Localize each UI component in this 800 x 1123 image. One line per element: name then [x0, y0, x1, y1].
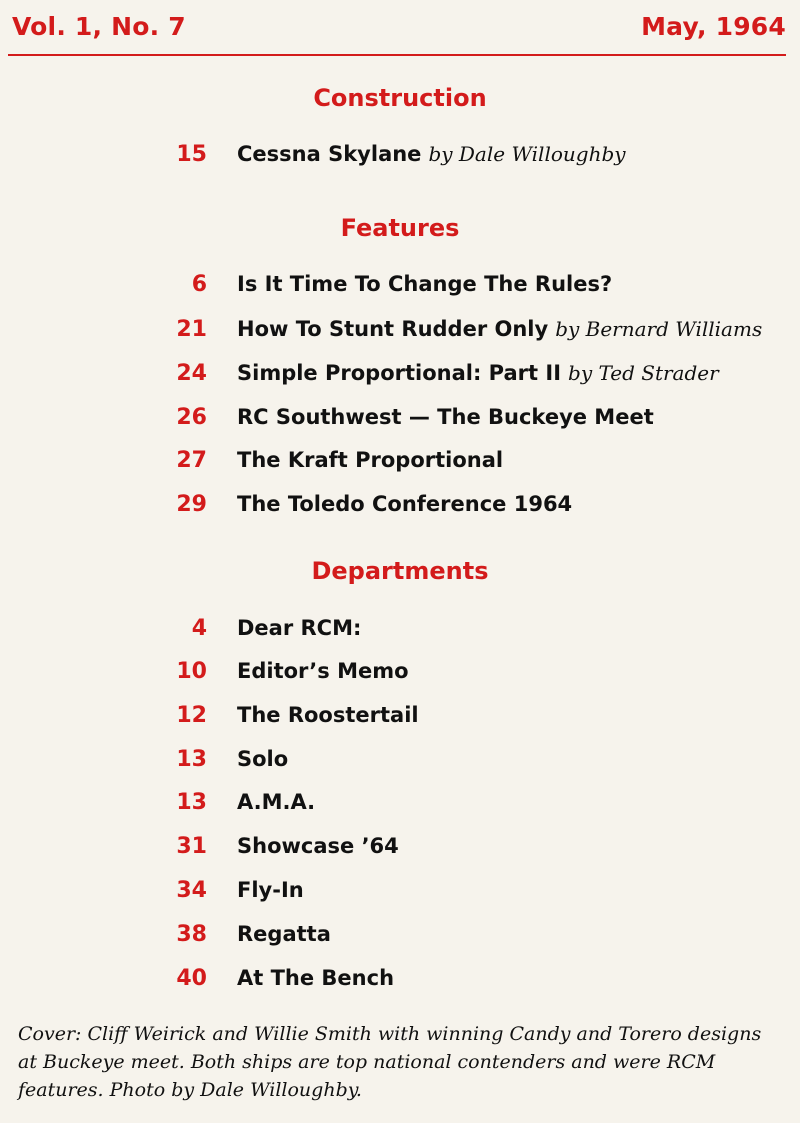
section-title-departments: Departments — [311, 557, 489, 585]
issue-volume: Vol. 1, No. 7 — [12, 12, 186, 41]
entry-page-number: 6 — [191, 272, 207, 297]
entry-title: Regatta — [237, 922, 331, 946]
entry-title: Simple Proportional: Part II — [237, 361, 562, 385]
entry-page-number: 26 — [176, 405, 207, 430]
toc-entry — [0, 747, 288, 779]
issue-date: May, 1964 — [641, 12, 786, 41]
entry-page-number: 10 — [176, 659, 207, 684]
entry-title: Showcase ’64 — [237, 834, 399, 858]
toc-entry — [0, 834, 399, 866]
toc-entry — [0, 142, 626, 174]
toc-entry — [0, 361, 719, 393]
toc-entry — [0, 405, 654, 437]
entry-page-number: 27 — [176, 448, 207, 473]
toc-entry — [0, 659, 409, 691]
entry-page-number: 13 — [176, 790, 207, 815]
section-title-construction: Construction — [313, 84, 487, 112]
toc-entry — [0, 878, 304, 910]
entry-byline: by Bernard Williams — [555, 317, 763, 341]
entry-page-number: 4 — [191, 616, 207, 641]
toc-entry — [0, 272, 612, 304]
entry-page-number: 12 — [176, 703, 207, 728]
toc-entry — [0, 703, 419, 735]
section-title-features: Features — [340, 214, 460, 242]
cover-caption: Cover: Cliff Weirick and Willie Smith with winning Candy and Torero designs at Buckeye meet. Both ships are top national contenders and were RCM features. Photo by Dale Willoughby. — [18, 1023, 762, 1101]
entry-page-number: 13 — [176, 747, 207, 772]
toc-entry — [0, 616, 361, 648]
entry-title: At The Bench — [237, 966, 395, 990]
entry-page-number: 38 — [176, 922, 207, 947]
entry-title: Dear RCM: — [237, 616, 362, 640]
entry-page-number: 40 — [176, 966, 207, 991]
entry-page-number: 31 — [176, 834, 207, 859]
toc-entry — [0, 790, 315, 822]
entry-title: Cessna Skylane — [237, 142, 422, 166]
entry-title: The Toledo Conference 1964 — [237, 492, 573, 516]
entry-page-number: 34 — [176, 878, 207, 903]
entry-title: The Kraft Proportional — [237, 448, 504, 472]
entry-page-number: 21 — [176, 317, 207, 342]
entry-title: Is It Time To Change The Rules? — [237, 272, 613, 296]
toc-entry — [0, 492, 572, 524]
toc-entry — [0, 922, 331, 954]
toc-entry — [0, 448, 503, 480]
toc-entry — [0, 966, 394, 998]
entry-page-number: 15 — [176, 142, 207, 167]
entry-page-number: 29 — [176, 492, 207, 517]
entry-title: RC Southwest — The Buckeye Meet — [237, 405, 654, 429]
masthead — [12, 12, 786, 52]
entry-title: Fly-In — [237, 878, 304, 902]
entry-byline: by Dale Willoughby — [428, 142, 626, 166]
entry-page-number: 24 — [176, 361, 207, 386]
entry-title: A.M.A. — [237, 790, 316, 814]
entry-byline: by Ted Strader — [568, 361, 719, 385]
entry-title: Editor’s Memo — [237, 659, 409, 683]
header-rule — [8, 54, 786, 56]
toc-entry — [0, 317, 762, 349]
entry-title: Solo — [237, 747, 289, 771]
entry-title: The Roostertail — [237, 703, 419, 727]
entry-title: How To Stunt Rudder Only — [237, 317, 549, 341]
